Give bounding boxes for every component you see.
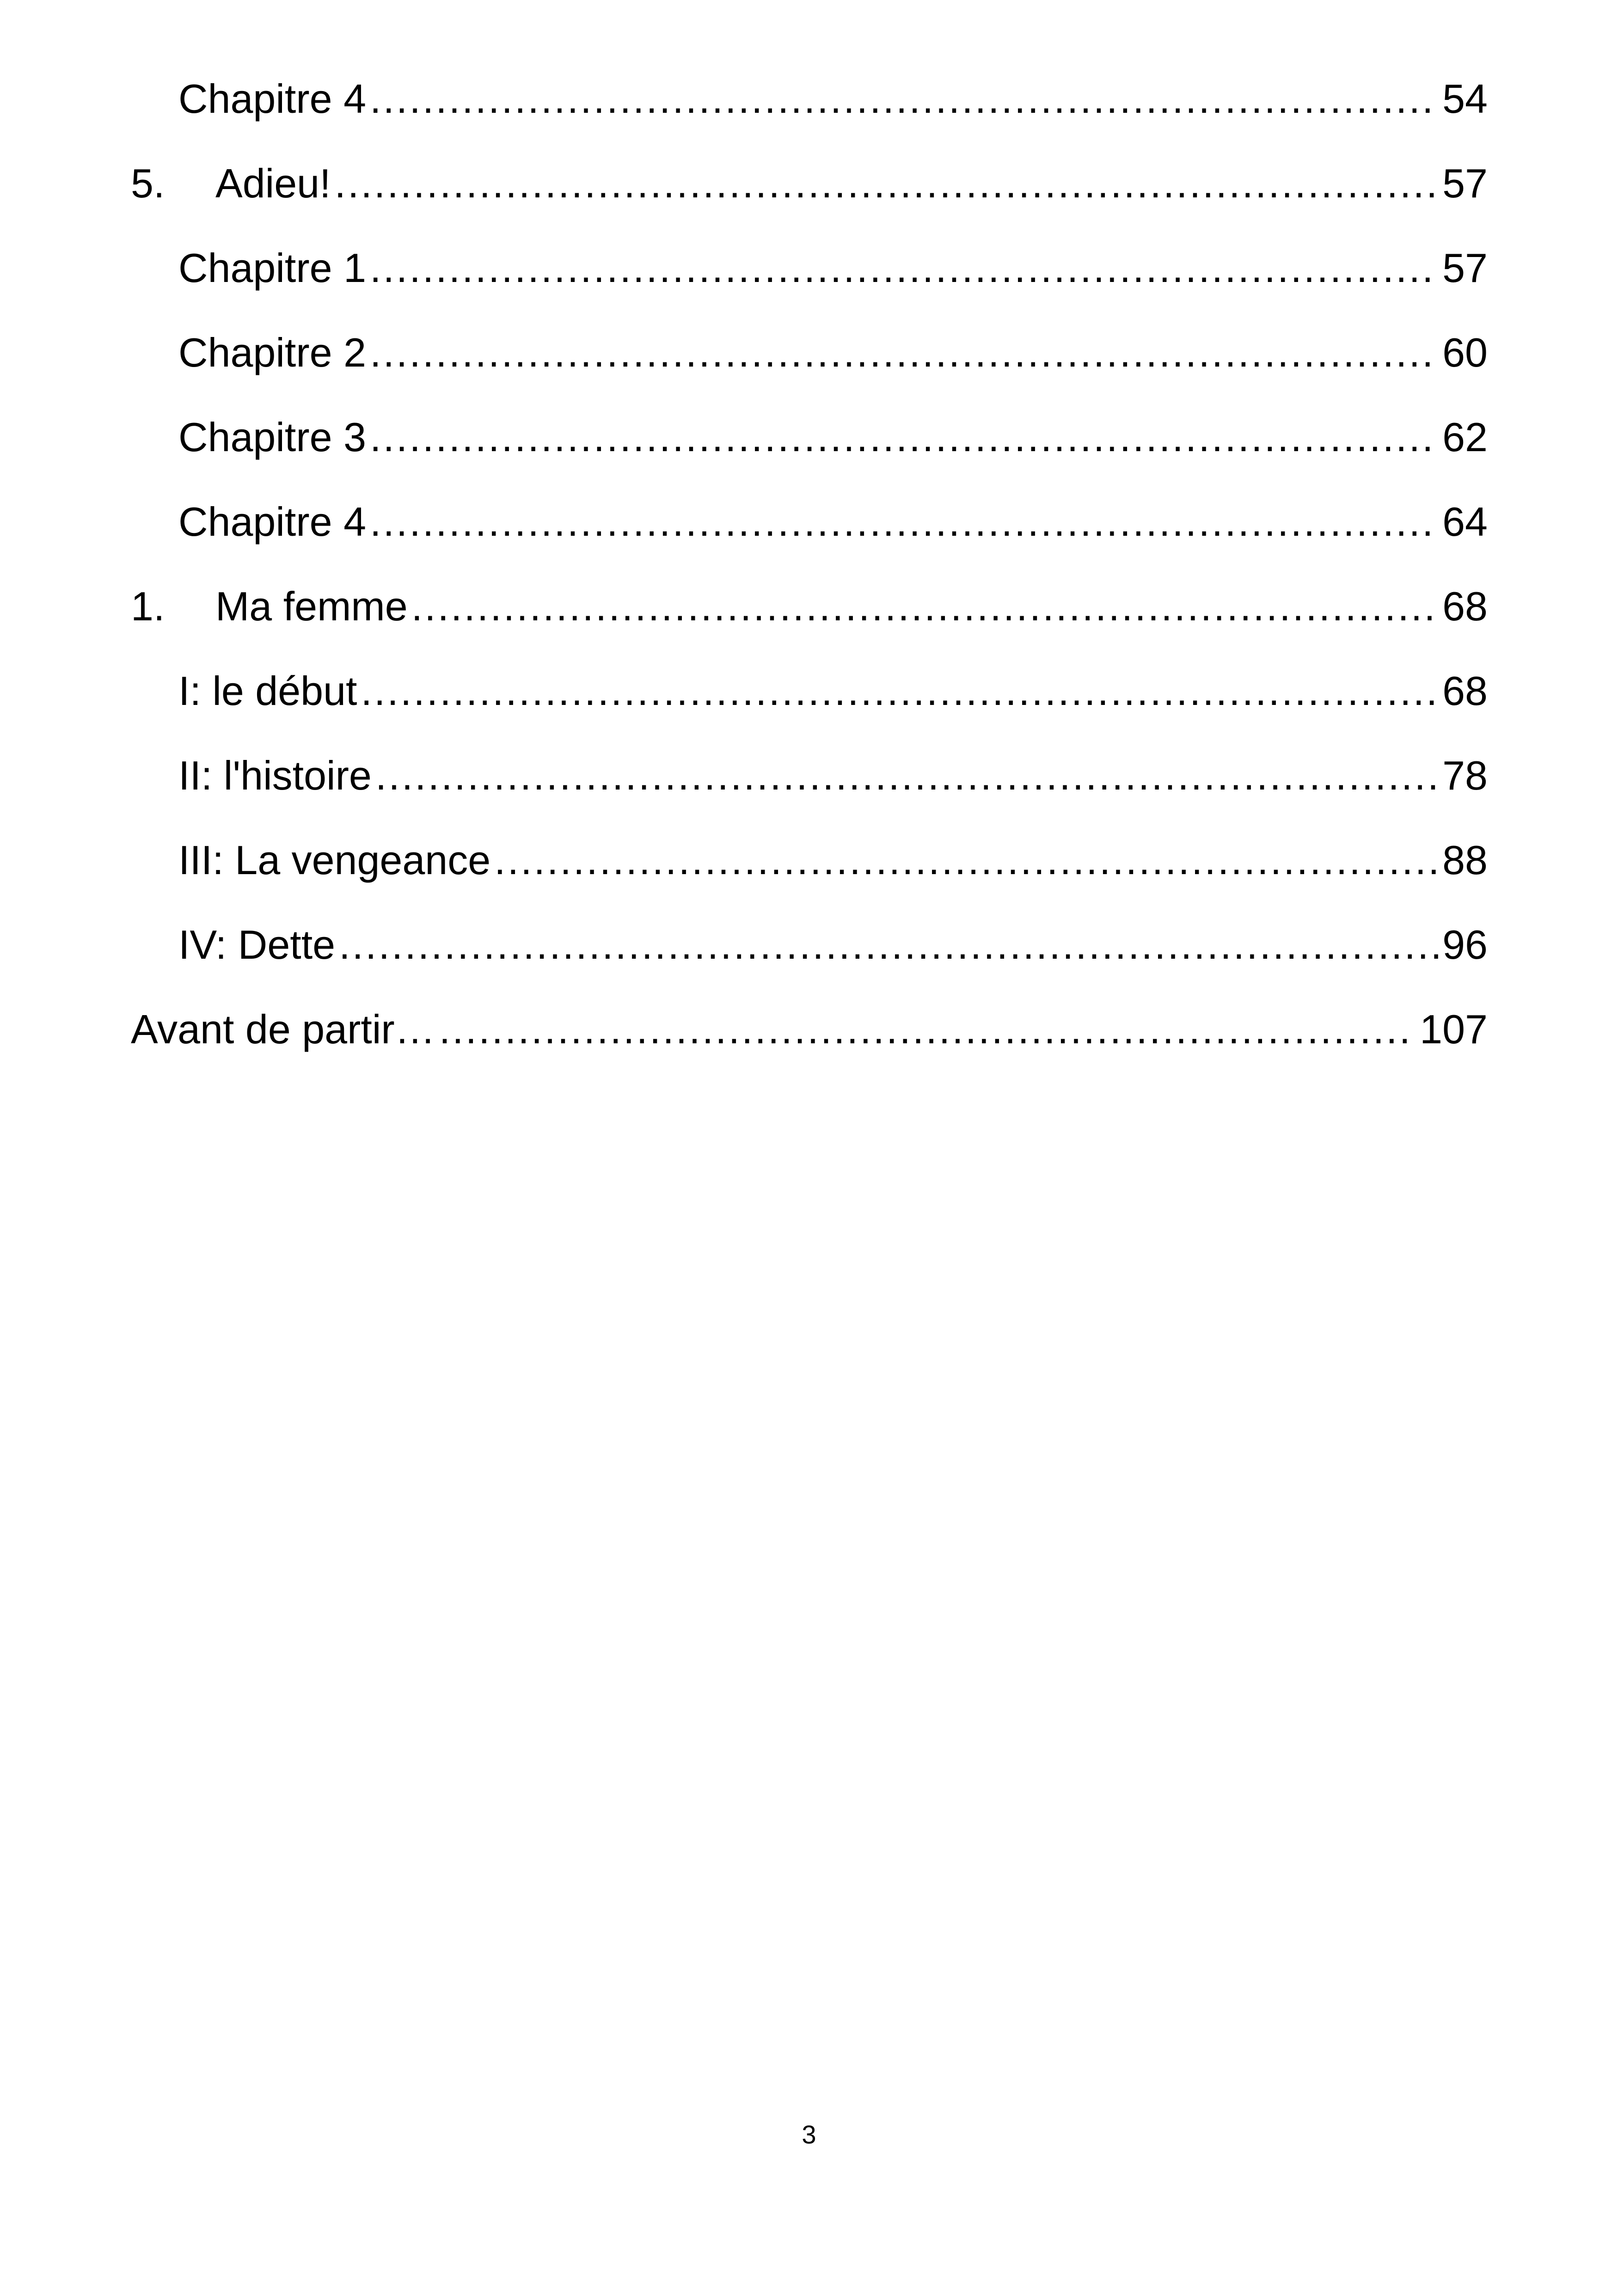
toc-entry-page: 78 (1442, 753, 1488, 798)
toc-entry-page: 68 (1442, 583, 1488, 629)
toc-entry-page: 57 (1442, 160, 1488, 206)
toc-entry-title: III: La vengeance (178, 837, 491, 883)
toc-entry[interactable] (131, 755, 1488, 840)
toc-entry-page: 62 (1442, 414, 1488, 460)
toc-entry-title: Chapitre 3 (178, 414, 367, 460)
toc-dot-leader (370, 502, 1439, 542)
toc-entry-title: Adieu! (215, 160, 331, 206)
toc-dot-leader (370, 332, 1439, 373)
toc-entry[interactable] (131, 499, 1488, 586)
toc-entry[interactable] (131, 414, 1488, 502)
toc-entry-page: 68 (1442, 668, 1488, 714)
toc-entry[interactable] (131, 922, 1488, 1009)
toc-dot-leader (375, 755, 1439, 796)
toc-entry[interactable] (131, 583, 1488, 671)
toc-entry-page: 107 (1420, 1006, 1488, 1052)
toc-entry-title: Chapitre 4 (178, 499, 367, 545)
toc-entry-page: 54 (1442, 76, 1488, 122)
toc-entry-title: Chapitre 4 (178, 76, 367, 122)
page-number: 3 (802, 2120, 816, 2149)
toc-entry-title: II: l'histoire (178, 753, 372, 798)
toc-entry-page: 88 (1442, 837, 1488, 883)
toc-entry[interactable] (131, 1006, 1488, 1094)
toc-entry-number: 5. (131, 160, 165, 206)
toc-entry-title: Avant de partir… (131, 1006, 435, 1052)
toc-dot-leader (494, 840, 1439, 881)
toc-dot-leader (370, 79, 1439, 119)
toc-dot-leader (370, 417, 1439, 458)
toc-entry-page: 96 (1442, 922, 1488, 967)
toc-dot-leader (411, 586, 1439, 627)
toc-entry-title: Chapitre 1 (178, 245, 367, 291)
toc-entry-title: IV: Dette (178, 922, 336, 967)
toc-entry-page: 64 (1442, 499, 1488, 545)
toc-dot-leader (439, 1009, 1416, 1050)
toc-entry-title: Chapitre 2 (178, 330, 367, 375)
toc-entry[interactable] (131, 76, 1488, 163)
toc-entry-title: Ma femme (215, 583, 408, 629)
toc-entry-page: 60 (1442, 330, 1488, 375)
toc-dot-leader (370, 248, 1439, 288)
toc-entry-number: 1. (131, 583, 165, 629)
toc-entry[interactable] (131, 668, 1488, 755)
table-of-contents (131, 76, 1488, 1094)
toc-dot-leader (335, 163, 1439, 204)
toc-entry-page: 57 (1442, 245, 1488, 291)
toc-entry[interactable] (131, 837, 1488, 925)
toc-entry[interactable] (131, 332, 1488, 417)
toc-dot-leader (361, 671, 1439, 711)
toc-entry[interactable] (131, 245, 1488, 332)
toc-entry[interactable] (131, 160, 1488, 248)
toc-entry-title: I: le début (178, 668, 357, 714)
toc-dot-leader (339, 925, 1439, 965)
